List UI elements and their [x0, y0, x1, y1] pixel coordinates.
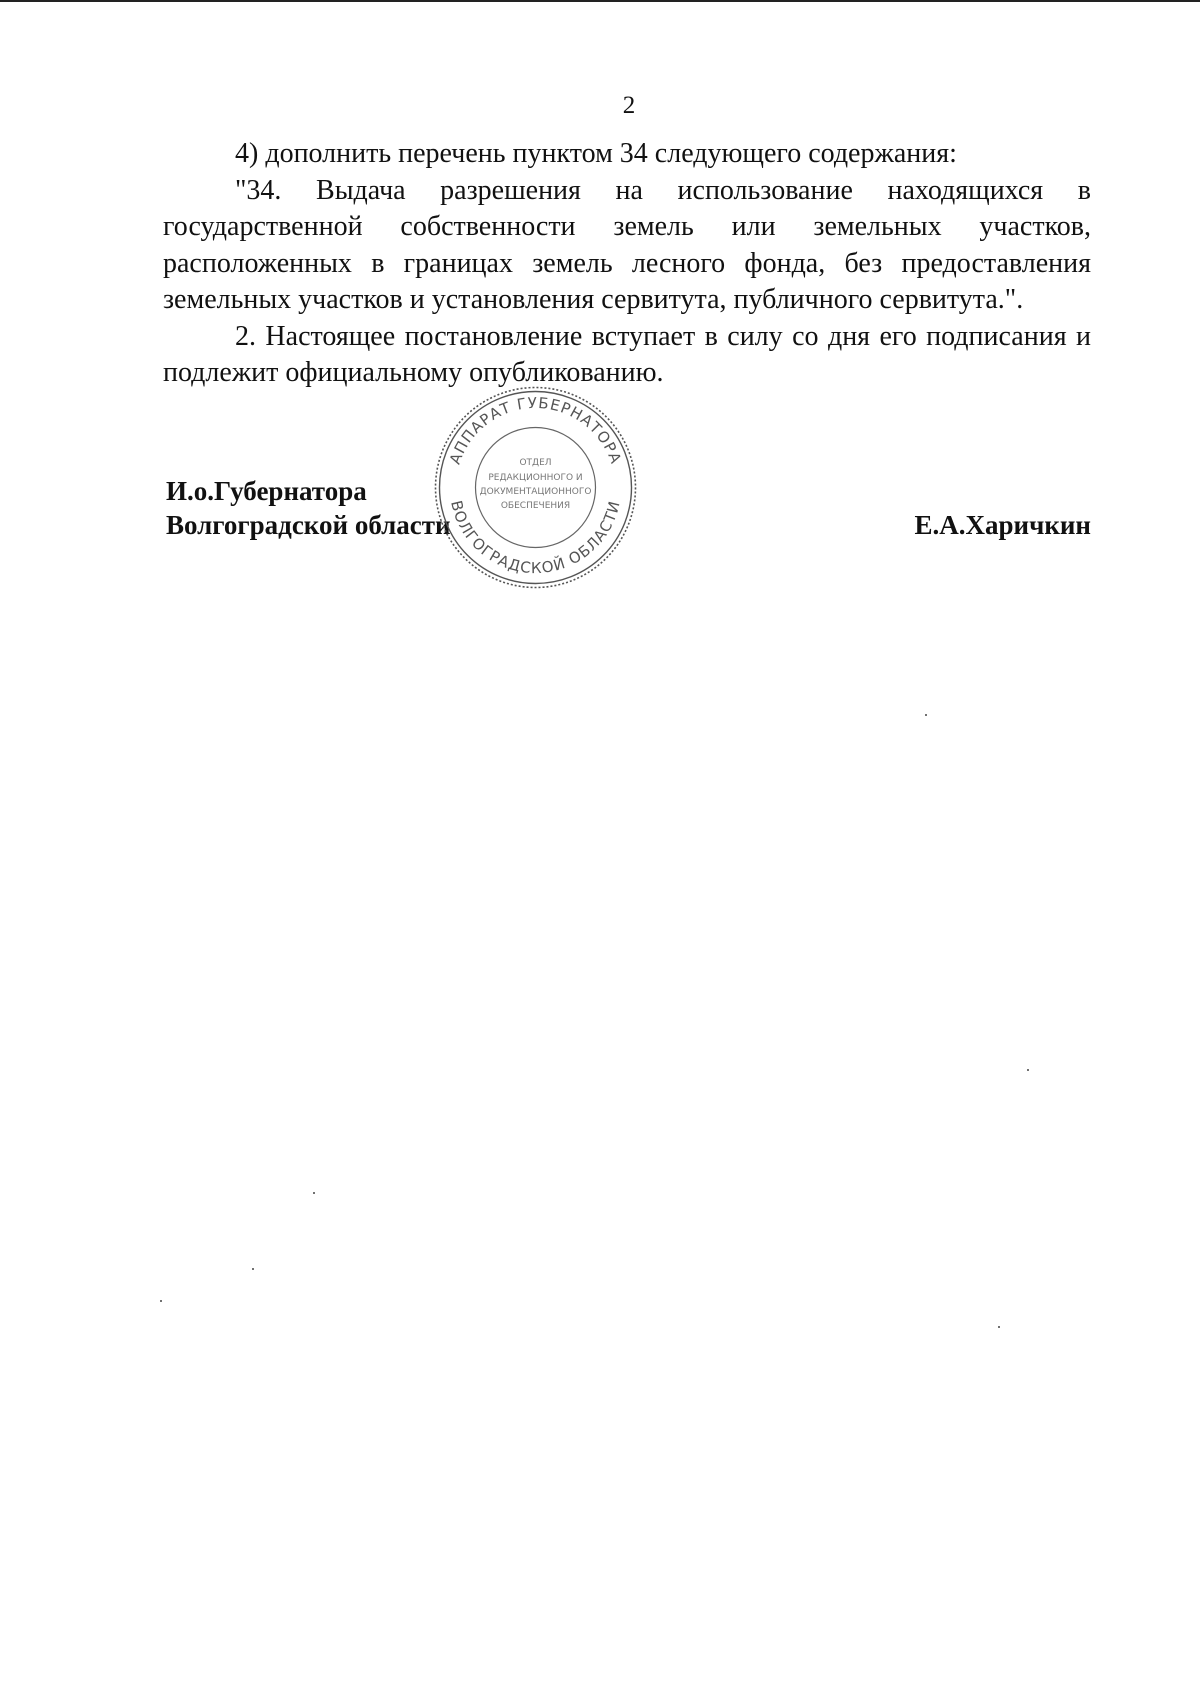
svg-text:ОБЕСПЕЧЕНИЯ: ОБЕСПЕЧЕНИЯ	[500, 501, 571, 511]
svg-text:ВОЛГОГРАДСКОЙ ОБЛАСТИ: ВОЛГОГРАДСКОЙ ОБЛАСТИ	[447, 498, 624, 578]
scan-speck	[998, 1326, 1000, 1328]
svg-text:АППАРАТ ГУБЕРНАТОРА: АППАРАТ ГУБЕРНАТОРА	[445, 393, 626, 467]
scan-speck	[313, 1192, 315, 1194]
signatory-title-line2: Волгоградской области	[166, 510, 451, 540]
svg-text:ДОКУМЕНТАЦИОННОГО: ДОКУМЕНТАЦИОННОГО	[479, 487, 592, 497]
official-seal	[428, 380, 643, 595]
paragraph-effective-date: 2. Настоящее постановление вступает в силу со дня его подписания и подлежит официальному опубликованию.	[163, 320, 1091, 388]
scan-top-edge	[0, 0, 1200, 2]
page-number: 2	[622, 92, 636, 119]
paragraph-point-34: "34. Выдача разрешения на использование находящихся в государственной собственности земель или земельных участков, расположенных в границах земель лесного фонда, без предоставления земельных участков и установления сервитута, публичного сервитута.".	[163, 174, 1091, 315]
signatory-title	[166, 474, 451, 542]
scan-speck	[1027, 1069, 1029, 1071]
paragraph-item-4: 4) дополнить перечень пунктом 34 следующего содержания:	[235, 138, 957, 169]
signatory-name: Е.А.Харичкин	[914, 510, 1091, 540]
document-body	[163, 136, 1091, 392]
signatory-title-line1: И.о.Губернатора	[166, 476, 367, 506]
svg-text:РЕДАКЦИОННОГО И: РЕДАКЦИОННОГО И	[488, 473, 583, 483]
scan-speck	[925, 714, 927, 716]
scan-speck	[252, 1268, 254, 1270]
scan-speck	[160, 1300, 162, 1302]
svg-text:ОТДЕЛ: ОТДЕЛ	[519, 458, 552, 468]
